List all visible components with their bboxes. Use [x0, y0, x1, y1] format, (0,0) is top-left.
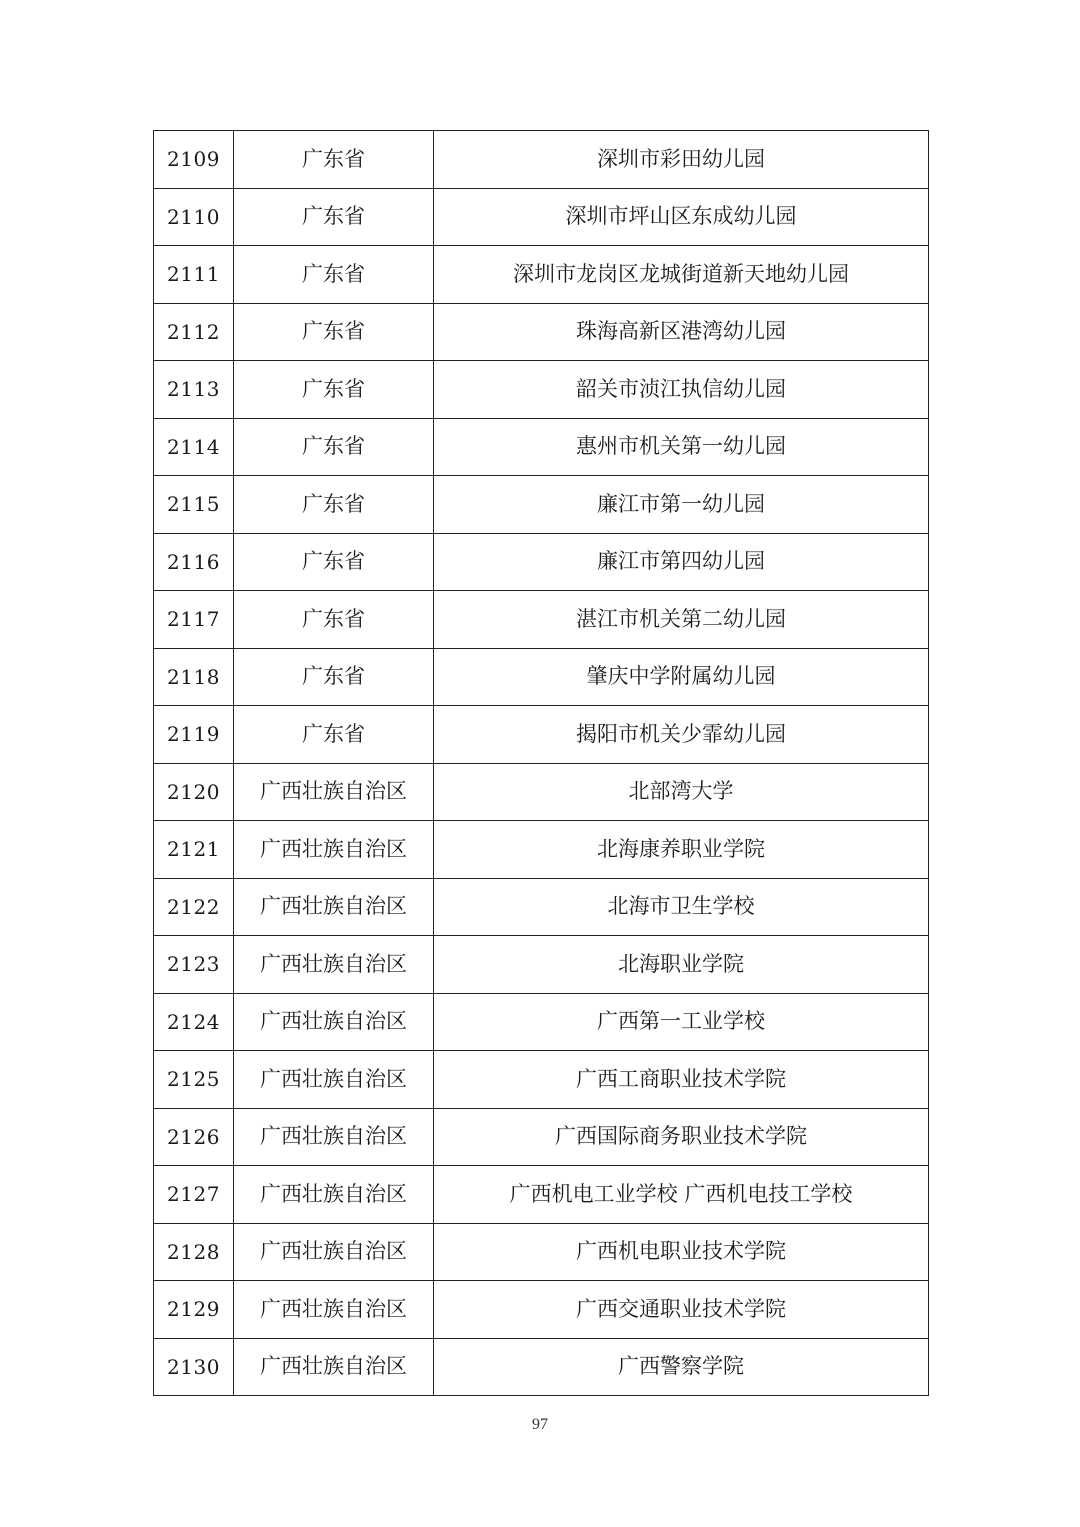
institution-name-cell: 廉江市第一幼儿园: [434, 476, 929, 534]
institution-name-cell: 惠州市机关第一幼儿园: [434, 418, 929, 476]
row-number-cell: 2114: [154, 418, 234, 476]
row-number-cell: 2112: [154, 303, 234, 361]
table-row: [154, 706, 929, 764]
province-cell: 广东省: [234, 303, 434, 361]
row-number-cell: 2126: [154, 1108, 234, 1166]
province-cell: 广东省: [234, 476, 434, 534]
table-body: [154, 131, 929, 1396]
province-cell: 广东省: [234, 418, 434, 476]
row-number-cell: 2124: [154, 993, 234, 1051]
table-row: [154, 533, 929, 591]
table-row: [154, 303, 929, 361]
institution-name-cell: 北海市卫生学校: [434, 878, 929, 936]
row-number-cell: 2120: [154, 763, 234, 821]
institution-name-cell: 广西工商职业技术学院: [434, 1051, 929, 1109]
row-number-cell: 2129: [154, 1281, 234, 1339]
row-number-cell: 2123: [154, 936, 234, 994]
page-number: 97: [532, 1416, 548, 1433]
table-row: [154, 591, 929, 649]
province-cell: 广东省: [234, 591, 434, 649]
institution-name-cell: 广西交通职业技术学院: [434, 1281, 929, 1339]
institution-name-cell: 深圳市彩田幼儿园: [434, 131, 929, 189]
institution-name-cell: 珠海高新区港湾幼儿园: [434, 303, 929, 361]
province-cell: 广西壮族自治区: [234, 1166, 434, 1224]
row-number-cell: 2109: [154, 131, 234, 189]
table-row: [154, 763, 929, 821]
province-cell: 广西壮族自治区: [234, 763, 434, 821]
row-number-cell: 2127: [154, 1166, 234, 1224]
institution-name-cell: 广西机电职业技术学院: [434, 1223, 929, 1281]
table-row: [154, 1281, 929, 1339]
row-number-cell: 2111: [154, 246, 234, 304]
row-number-cell: 2119: [154, 706, 234, 764]
province-cell: 广西壮族自治区: [234, 1108, 434, 1166]
institution-name-cell: 北海职业学院: [434, 936, 929, 994]
table-row: [154, 246, 929, 304]
province-cell: 广东省: [234, 131, 434, 189]
province-cell: 广西壮族自治区: [234, 878, 434, 936]
table-row: [154, 936, 929, 994]
table-row: [154, 1051, 929, 1109]
table-row: [154, 131, 929, 189]
province-cell: 广西壮族自治区: [234, 821, 434, 879]
table-row: [154, 1108, 929, 1166]
province-cell: 广西壮族自治区: [234, 1281, 434, 1339]
province-cell: 广西壮族自治区: [234, 1338, 434, 1396]
institution-name-cell: 深圳市坪山区东成幼儿园: [434, 188, 929, 246]
table-row: [154, 878, 929, 936]
province-cell: 广西壮族自治区: [234, 993, 434, 1051]
institution-name-cell: 广西国际商务职业技术学院: [434, 1108, 929, 1166]
table-row: [154, 1166, 929, 1224]
table-row: [154, 648, 929, 706]
row-number-cell: 2125: [154, 1051, 234, 1109]
institution-name-cell: 广西机电工业学校 广西机电技工学校: [434, 1166, 929, 1224]
institution-name-cell: 廉江市第四幼儿园: [434, 533, 929, 591]
province-cell: 广东省: [234, 361, 434, 419]
row-number-cell: 2116: [154, 533, 234, 591]
table-row: [154, 418, 929, 476]
province-cell: 广西壮族自治区: [234, 1223, 434, 1281]
school-list-table: [153, 130, 929, 1396]
institution-name-cell: 广西警察学院: [434, 1338, 929, 1396]
province-cell: 广西壮族自治区: [234, 936, 434, 994]
institution-name-cell: 韶关市浈江执信幼儿园: [434, 361, 929, 419]
row-number-cell: 2110: [154, 188, 234, 246]
table-row: [154, 1223, 929, 1281]
province-cell: 广东省: [234, 648, 434, 706]
row-number-cell: 2118: [154, 648, 234, 706]
table-row: [154, 188, 929, 246]
table-row: [154, 821, 929, 879]
row-number-cell: 2113: [154, 361, 234, 419]
row-number-cell: 2117: [154, 591, 234, 649]
table-row: [154, 1338, 929, 1396]
institution-name-cell: 北部湾大学: [434, 763, 929, 821]
province-cell: 广西壮族自治区: [234, 1051, 434, 1109]
table-row: [154, 476, 929, 534]
institution-name-cell: 深圳市龙岗区龙城街道新天地幼儿园: [434, 246, 929, 304]
institution-name-cell: 广西第一工业学校: [434, 993, 929, 1051]
province-cell: 广东省: [234, 188, 434, 246]
row-number-cell: 2115: [154, 476, 234, 534]
row-number-cell: 2121: [154, 821, 234, 879]
institution-name-cell: 湛江市机关第二幼儿园: [434, 591, 929, 649]
institution-name-cell: 揭阳市机关少霏幼儿园: [434, 706, 929, 764]
table-row: [154, 361, 929, 419]
row-number-cell: 2122: [154, 878, 234, 936]
province-cell: 广东省: [234, 533, 434, 591]
province-cell: 广东省: [234, 246, 434, 304]
row-number-cell: 2128: [154, 1223, 234, 1281]
province-cell: 广东省: [234, 706, 434, 764]
institution-name-cell: 北海康养职业学院: [434, 821, 929, 879]
table-row: [154, 993, 929, 1051]
row-number-cell: 2130: [154, 1338, 234, 1396]
institution-name-cell: 肇庆中学附属幼儿园: [434, 648, 929, 706]
